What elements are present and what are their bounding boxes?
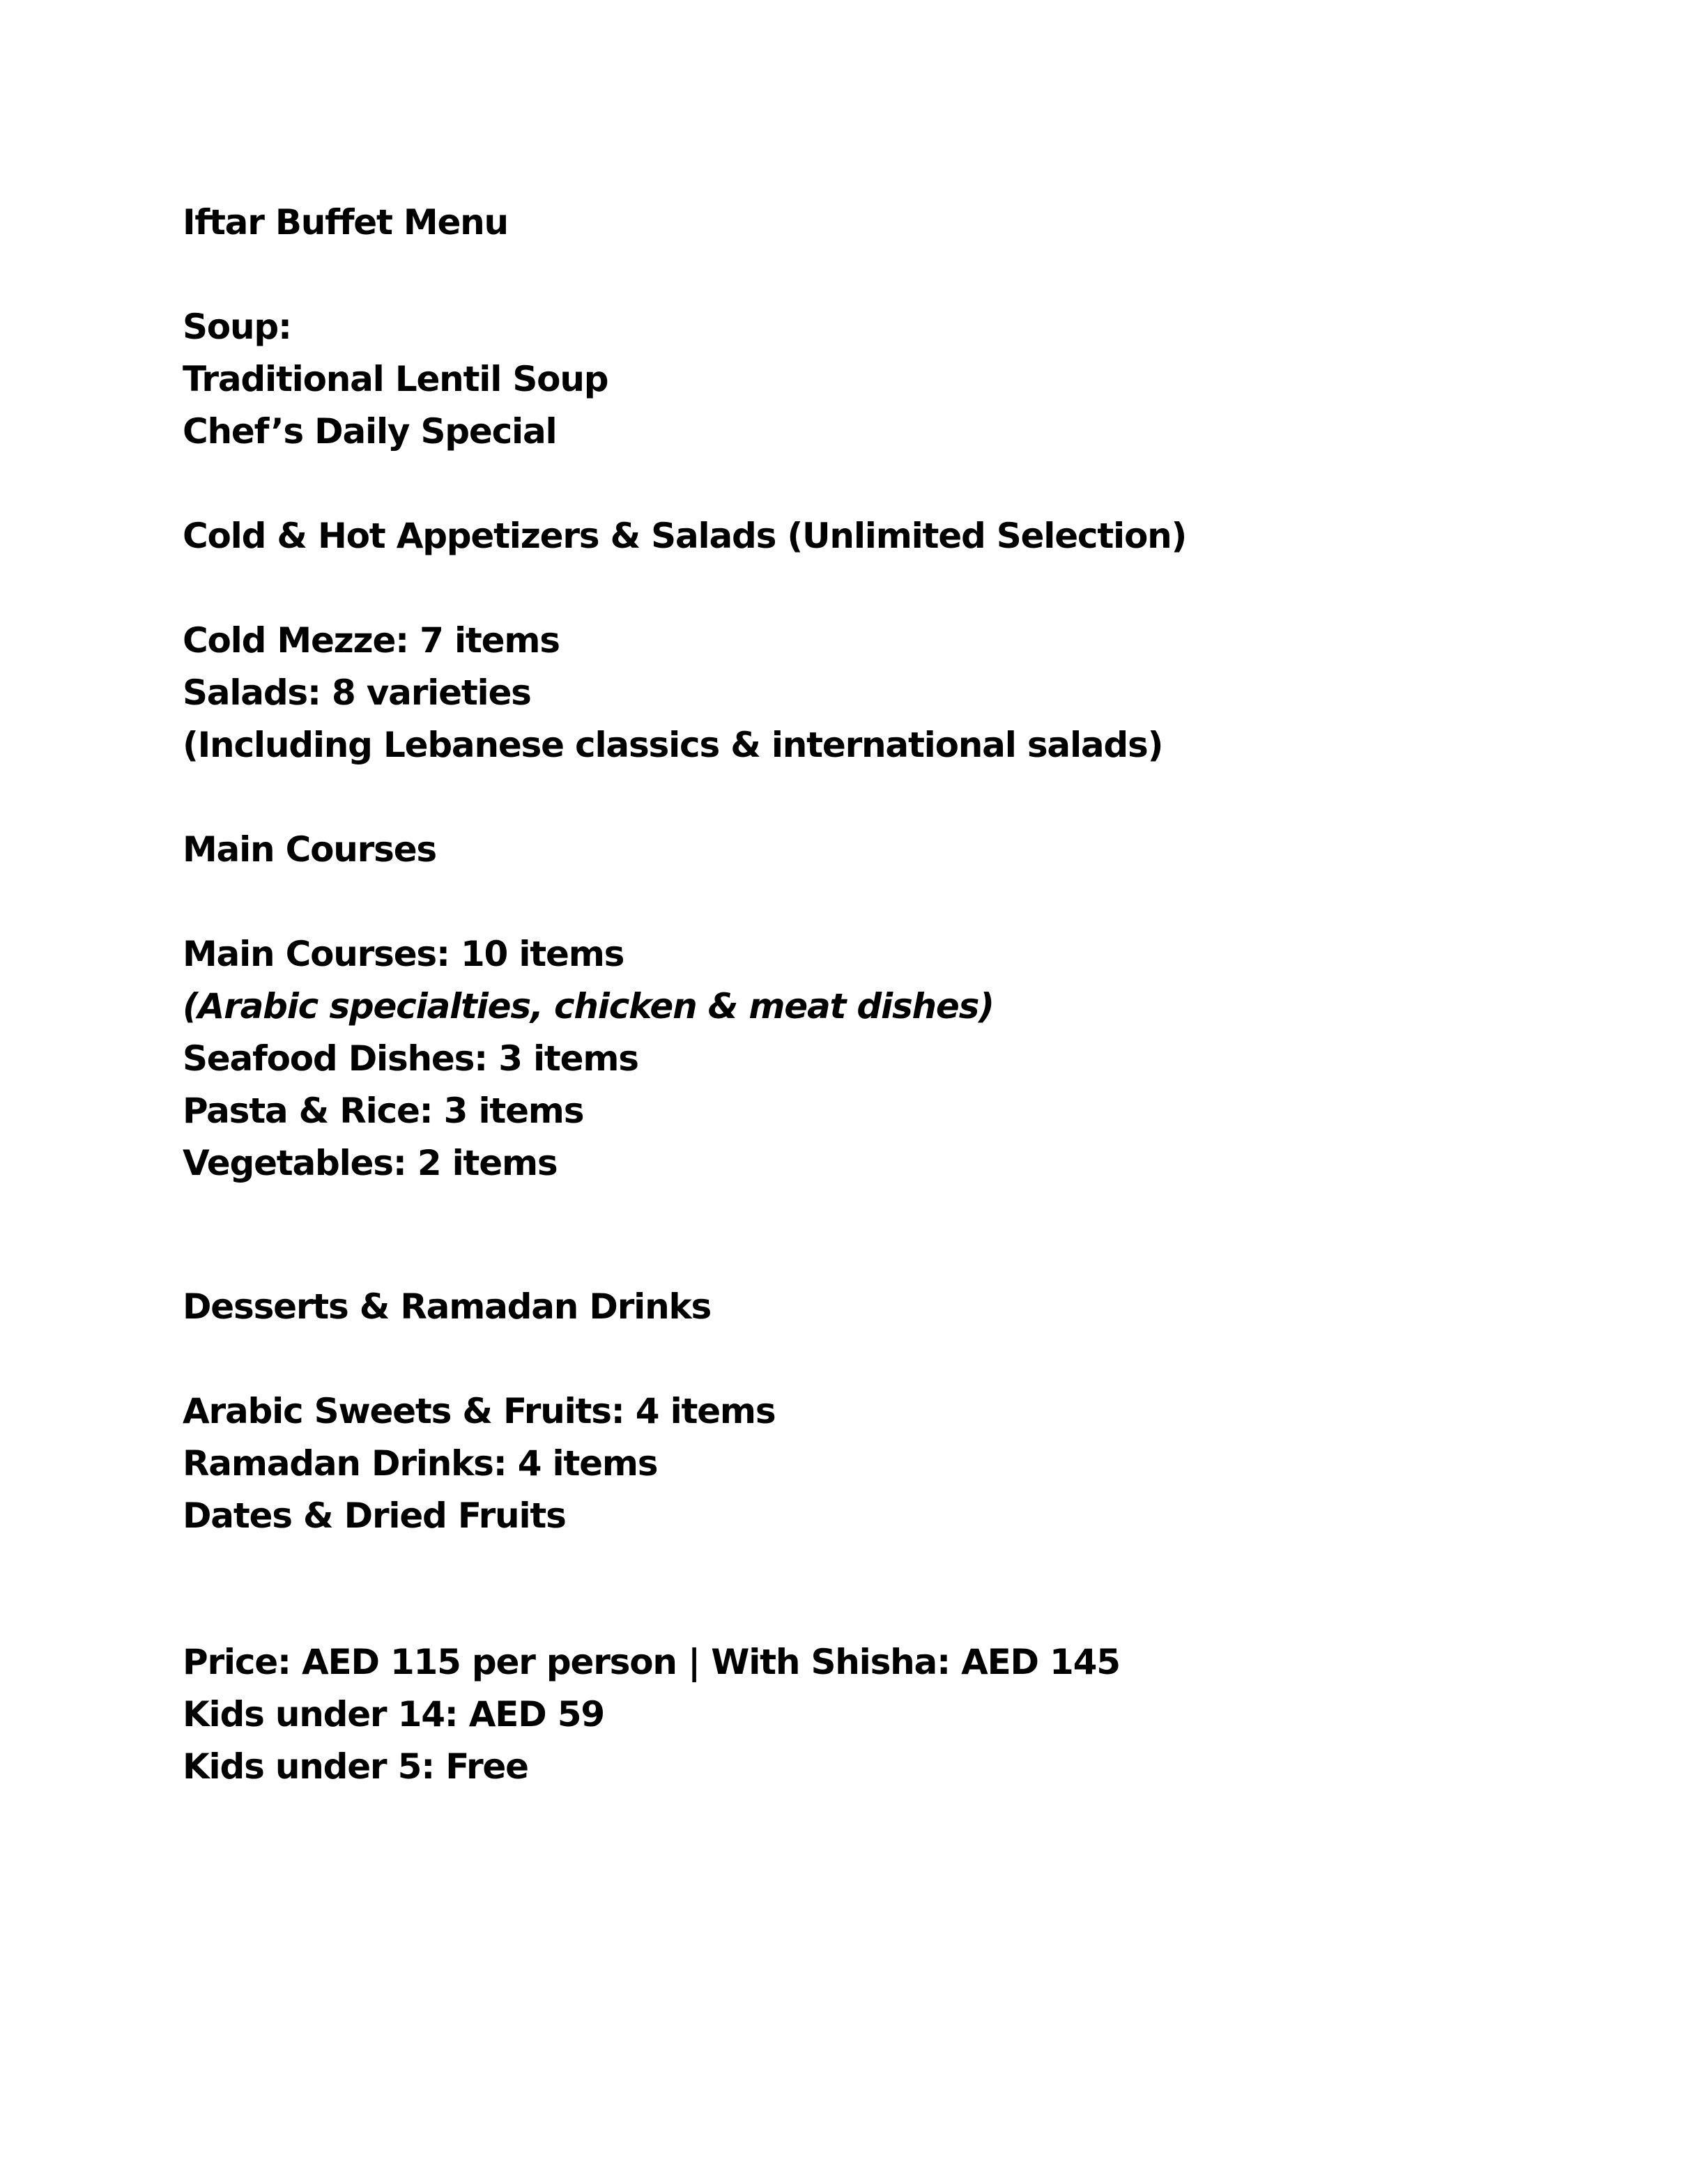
menu-title: Iftar Buffet Menu — [183, 202, 508, 243]
dessert-item: Ramadan Drinks: 4 items — [183, 1443, 658, 1484]
desserts-heading: Desserts & Ramadan Drinks — [183, 1286, 712, 1327]
soup-heading: Soup: — [183, 307, 291, 347]
appetizer-item: Cold Mezze: 7 items — [183, 620, 560, 661]
price-line: Price: AED 115 per person | With Shisha: AED 145 — [183, 1642, 1120, 1682]
main-course-item: Vegetables: 2 items — [183, 1143, 558, 1183]
appetizers-heading: Cold & Hot Appetizers & Salads (Unlimited Selection) — [183, 516, 1187, 556]
price-line: Kids under 14: AED 59 — [183, 1694, 604, 1735]
main-course-item: Seafood Dishes: 3 items — [183, 1038, 638, 1079]
soup-item: Traditional Lentil Soup — [183, 359, 608, 399]
main-course-item: Main Courses: 10 items — [183, 934, 624, 974]
price-line: Kids under 5: Free — [183, 1746, 528, 1787]
appetizer-item: Salads: 8 varieties — [183, 672, 531, 713]
appetizer-note: (Including Lebanese classics & international salads) — [183, 725, 1163, 765]
soup-item: Chef’s Daily Special — [183, 411, 557, 452]
main-course-note: (Arabic specialties, chicken & meat dishes) — [183, 986, 994, 1026]
main-courses-heading: Main Courses — [183, 829, 436, 870]
dessert-item: Dates & Dried Fruits — [183, 1495, 566, 1536]
dessert-item: Arabic Sweets & Fruits: 4 items — [183, 1391, 776, 1431]
main-course-item: Pasta & Rice: 3 items — [183, 1091, 584, 1131]
